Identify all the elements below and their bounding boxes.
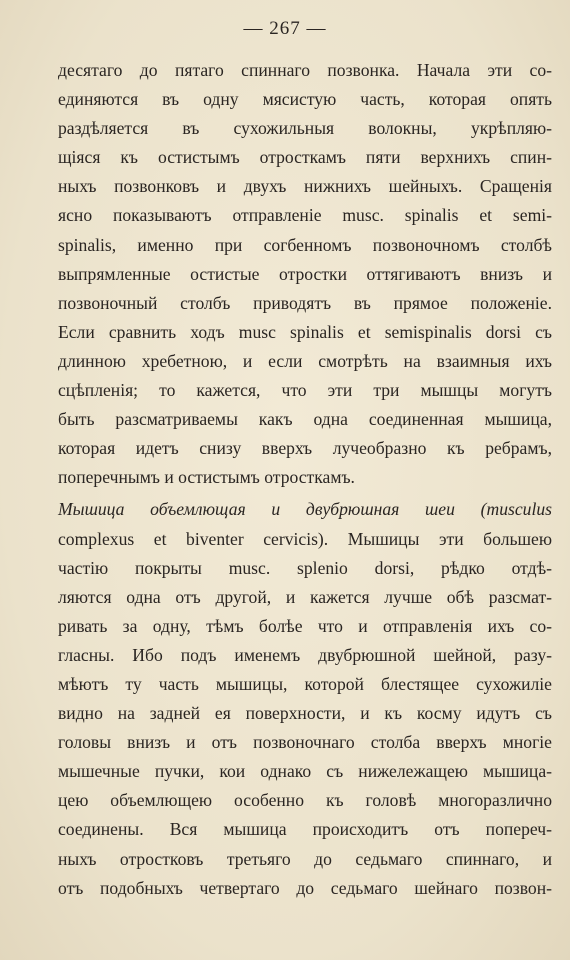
text-line: Если сравнить ходъ musc spinalis et semispinalis dorsi съ [58, 321, 552, 342]
text-line: мышечные пучки, кои однако съ нижележащею мышица- [58, 761, 552, 782]
text-line: длинною хребетною, и если смотрѣть на взаимныя ихъ [58, 350, 552, 371]
page-number: — 267 — [243, 18, 327, 39]
body-text [58, 56, 552, 903]
text-line: ныхъ позвонковъ и двухъ нижнихъ шейныхъ. Сращенія [58, 176, 552, 197]
text-line: spinalis, именно при согбенномъ позвоночномъ столбѣ [58, 234, 552, 255]
text-line: ривать за одну, тѣмъ болѣе что и отправленія ихъ со- [58, 615, 552, 636]
text-line: десятаго до пятаго спиннаго позвонка. Начала эти со- [58, 60, 552, 80]
text-line: видно на задней ея поверхности, и къ косму идутъ съ [58, 703, 552, 724]
paragraph-2 [58, 495, 552, 902]
text-line: головы внизъ и отъ позвоночнаго столба вверхъ многіе [58, 732, 552, 753]
paragraph-1 [58, 56, 552, 492]
text-line: щіяся къ остистымъ отросткамъ пяти верхнихъ спин- [58, 147, 552, 168]
text-line: выпрямленные остистые отростки оттягиваютъ внизъ и [58, 263, 552, 284]
text-line: ныхъ отростковъ третьяго до седьмаго спиннаго, и [58, 848, 552, 869]
text-line: соединены. Вся мышица происходитъ отъ попереч- [58, 819, 552, 840]
text-line: которая идетъ снизу вверхъ лучеобразно къ ребрамъ, [58, 438, 552, 459]
text-line: ясно показываютъ отправленіе musc. spinalis et semi- [58, 205, 552, 226]
text-line: цею объемлющею особенно къ головѣ многоразлично [58, 790, 552, 811]
text-line: частію покрыты musc. splenio dorsi, рѣдко отдѣ- [58, 557, 552, 578]
text-line: отъ подобныхъ четвертаго до седьмаго шейнаго позвон- [58, 877, 552, 898]
text-line: сцѣпленія; то кажется, что эти три мышцы могутъ [58, 380, 552, 401]
text-line: раздѣляется въ сухожильныя волокны, укрѣпляю- [58, 118, 552, 139]
text-line: позвоночный столбъ приводятъ въ прямое положеніе. [58, 292, 552, 313]
text-line: complexus et biventer cervicis). Мышицы эти большею [58, 528, 552, 549]
text-line: мѣютъ ту часть мышицы, которой блестящее сухожиліе [58, 673, 552, 694]
text-line: Мышица объемлющая и двубрюшная шеи (musculus [58, 499, 552, 520]
text-line: гласны. Ибо подъ именемъ двубрюшной шейной, разу- [58, 644, 552, 665]
text-line: ляются одна отъ другой, и кажется лучше обѣ разсмат- [58, 586, 552, 607]
text-line: быть разсматриваемы какъ одна соединенная мышица, [58, 409, 552, 430]
text-line: поперечнымъ и остистымъ отросткамъ. [58, 467, 355, 488]
text-line: единяются въ одну мясистую часть, которая опять [58, 89, 552, 110]
